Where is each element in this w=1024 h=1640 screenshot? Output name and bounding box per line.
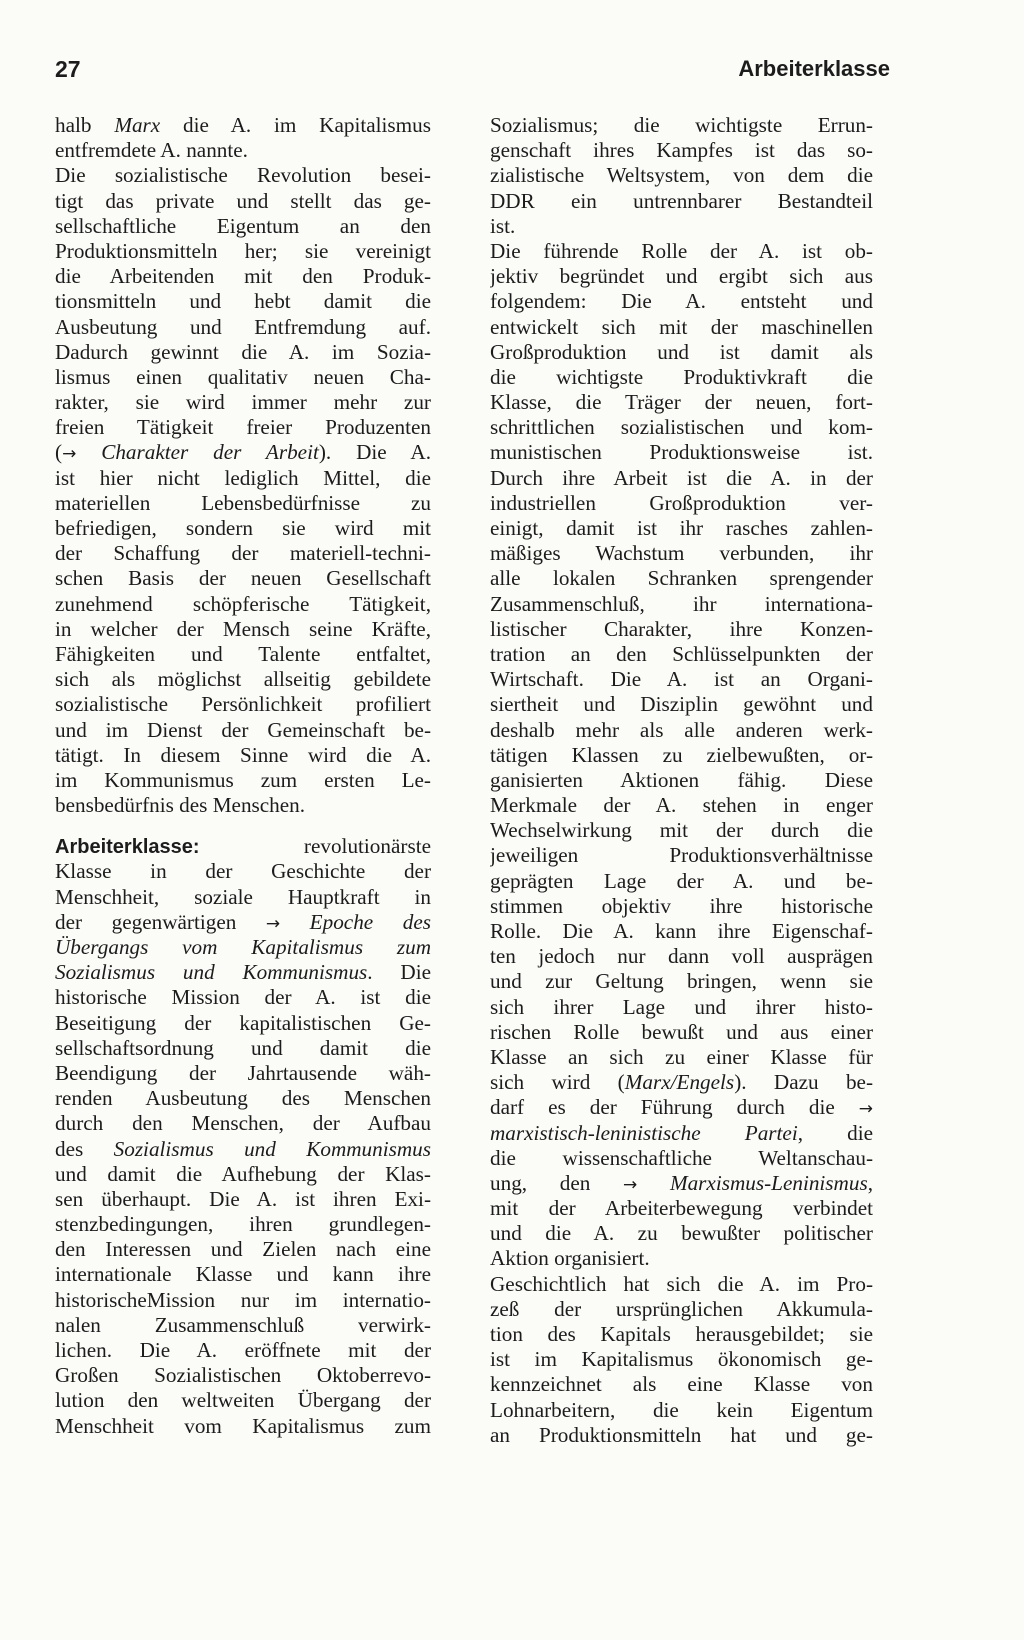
text-run: sen überhaupt. Die A. ist ihren Exi- xyxy=(55,1186,431,1211)
text-run: und damit die Aufhebung der Klas- xyxy=(55,1161,431,1186)
cross-reference-arrow-icon: → xyxy=(265,913,281,934)
text-line xyxy=(490,1372,873,1397)
text-line xyxy=(55,340,431,365)
text-line xyxy=(490,365,873,390)
text-line xyxy=(490,491,873,516)
text-run: genschaft ihres Kampfes ist das so- xyxy=(490,138,873,163)
text-run: Aktion organisiert. xyxy=(490,1246,650,1271)
text-run: ). Die A. xyxy=(318,440,431,465)
text-run: der Schaffung der materiell-techni- xyxy=(55,541,431,566)
text-run: Geschichtlich hat sich die A. im Pro- xyxy=(490,1271,873,1296)
text-line xyxy=(55,592,431,617)
text-line xyxy=(490,1347,873,1372)
text-run: tration an den Schlüsselpunkten der xyxy=(490,641,873,666)
text-line xyxy=(490,566,873,591)
text-run: Wirtschaft. Die A. ist an Organi- xyxy=(490,667,873,692)
text-line xyxy=(490,189,873,214)
text-line xyxy=(55,1363,431,1388)
text-run: sich ihrer Lage und ihrer histo- xyxy=(490,994,873,1019)
text-line xyxy=(55,859,431,884)
italic-reference: Marx/Engels xyxy=(624,1070,735,1095)
text-run: ist hier nicht lediglich Mittel, die xyxy=(55,465,431,490)
text-run: die A. im Kapitalismus xyxy=(160,113,431,137)
text-run: ten jedoch nur dann voll ausprägen xyxy=(490,944,873,969)
text-line xyxy=(490,718,873,743)
text-run: sellschaftliche Eigentum an den xyxy=(55,213,431,238)
text-run: deshalb mehr als alle anderen werk- xyxy=(490,717,873,742)
text-line xyxy=(55,1313,431,1338)
text-line xyxy=(490,466,873,491)
entry-heading: Arbeiterklasse: xyxy=(55,836,200,859)
text-line xyxy=(490,239,873,264)
text-line xyxy=(490,138,873,163)
text-run: . Die xyxy=(367,960,431,985)
paragraph-gap xyxy=(55,818,431,834)
text-run: Menschheit vom Kapitalismus zum xyxy=(55,1413,431,1438)
text-line xyxy=(55,667,431,692)
text-run: befriedigen, sondern sie wird mit xyxy=(55,516,431,540)
text-line xyxy=(55,264,431,289)
text-run: entfremdete A. nannte. xyxy=(55,138,248,163)
text-line xyxy=(490,1246,873,1271)
text-line xyxy=(490,793,873,818)
text-run: Klasse in der Geschichte der xyxy=(55,859,431,884)
text-line xyxy=(490,617,873,642)
text-line xyxy=(55,960,431,985)
text-run: sellschaftsordnung und damit die xyxy=(55,1035,431,1060)
text-line xyxy=(55,491,431,516)
text-line xyxy=(55,1212,431,1237)
text-line xyxy=(55,1111,431,1136)
text-run: sich als möglichst allseitig gebildete xyxy=(55,667,431,692)
text-run: historischeMission nur im internatio- xyxy=(55,1287,431,1312)
cross-reference-arrow-icon: → xyxy=(858,1099,873,1120)
cross-reference-arrow-icon: → xyxy=(623,1174,638,1195)
text-line xyxy=(55,793,431,818)
text-run: tätigt. In diesem Sinne wird die A. xyxy=(55,742,431,767)
text-run: Ausbeutung und Entfremdung auf. xyxy=(55,314,431,339)
text-run: an Produktionsmitteln hat und ge- xyxy=(490,1422,873,1447)
text-run: Großproduktion und ist damit als xyxy=(490,339,873,364)
text-line xyxy=(55,440,431,465)
left-column xyxy=(55,113,431,1439)
text-run: bensbedürfnis des Menschen. xyxy=(55,793,306,818)
page-number: 27 xyxy=(55,56,81,82)
text-line xyxy=(490,289,873,314)
text-run: tigt das private und stellt das ge- xyxy=(55,188,431,213)
text-line xyxy=(55,239,431,264)
text-run: Dadurch gewinnt die A. im Sozia- xyxy=(55,339,431,364)
text-line xyxy=(55,1187,431,1212)
text-run: Merkmale der A. stehen in enger xyxy=(490,793,873,818)
text-line xyxy=(490,1398,873,1423)
text-run: des xyxy=(55,1136,114,1161)
text-run: freien Tätigkeit freier Produzenten xyxy=(55,415,431,440)
text-run: rischen Rolle bewußt und aus einer xyxy=(490,1019,873,1044)
text-run: schen Basis der neuen Gesellschaft xyxy=(55,566,431,591)
text-line xyxy=(490,1221,873,1246)
text-line xyxy=(55,1414,431,1439)
text-run: lution den weltweiten Übergang der xyxy=(55,1388,431,1413)
italic-reference: Epoche des xyxy=(280,909,431,934)
text-run: ganisierten Aktionen fähig. Diese xyxy=(490,767,873,792)
text-line xyxy=(55,617,431,642)
text-line xyxy=(490,440,873,465)
text-run: listischer Charakter, ihre Konzen- xyxy=(490,616,873,641)
text-run: die Arbeitenden mit den Produk- xyxy=(55,264,431,289)
text-run: entwickelt sich mit der maschinellen xyxy=(490,314,873,339)
text-line xyxy=(490,214,873,239)
text-line xyxy=(490,1171,873,1196)
text-line xyxy=(55,1388,431,1413)
text-line xyxy=(55,390,431,415)
text-line xyxy=(490,667,873,692)
text-line xyxy=(55,1162,431,1187)
text-run: mäßiges Wachstum verbunden, ihr xyxy=(490,541,873,566)
text-run: die wichtigste Produktivkraft die xyxy=(490,364,873,389)
text-line xyxy=(490,818,873,843)
text-run: mit der Arbeiterbewegung verbindet xyxy=(490,1196,873,1221)
text-line xyxy=(490,1045,873,1070)
text-run: im Kommunismus zum ersten Le- xyxy=(55,767,431,792)
text-line xyxy=(490,592,873,617)
text-run: tätigen Klassen zu zielbewußten, or- xyxy=(490,742,873,767)
text-run: Menschheit, soziale Hauptkraft in xyxy=(55,884,431,909)
text-line xyxy=(490,1095,873,1120)
text-line xyxy=(55,768,431,793)
text-run: Großen Sozialistischen Oktoberrevo- xyxy=(55,1363,431,1388)
text-run: Wechselwirkung mit der durch die xyxy=(490,818,873,843)
text-line xyxy=(55,1061,431,1086)
text-run: und die A. zu bewußter politischer xyxy=(490,1221,873,1246)
text-run: Die sozialistische Revolution besei- xyxy=(55,163,431,188)
text-line xyxy=(490,1196,873,1221)
text-line xyxy=(55,935,431,960)
text-run: Die führende Rolle der A. ist ob- xyxy=(490,238,873,263)
text-line xyxy=(490,390,873,415)
text-run: alle lokalen Schranken sprengender xyxy=(490,566,873,591)
text-line xyxy=(490,1272,873,1297)
text-line xyxy=(490,1297,873,1322)
cross-reference-arrow-icon: → xyxy=(62,444,77,465)
italic-reference: Marxismus-Leninismus xyxy=(637,1170,868,1195)
text-run: renden Ausbeutung des Menschen xyxy=(55,1086,431,1111)
text-run: Beseitigung der kapitalistischen Ge- xyxy=(55,1010,431,1035)
page-header xyxy=(55,56,890,90)
text-run: Sozialismus; die wichtigste Errun- xyxy=(490,113,873,137)
text-run: durch den Menschen, der Aufbau xyxy=(55,1111,431,1136)
text-line xyxy=(55,163,431,188)
text-line xyxy=(490,894,873,919)
italic-reference: Sozialismus und Kommunismus xyxy=(113,1136,431,1161)
text-run: siertheit und Disziplin gewöhnt und xyxy=(490,692,873,717)
text-run: DDR ein untrennbarer Bestandteil xyxy=(490,188,873,213)
text-run: nalen Zusammenschluß verwirk- xyxy=(55,1312,431,1337)
text-run: internationale Klasse und kann ihre xyxy=(55,1262,431,1287)
text-line xyxy=(55,834,431,859)
text-run: folgendem: Die A. entsteht und xyxy=(490,289,873,314)
text-line xyxy=(490,1070,873,1095)
text-line xyxy=(490,113,873,138)
text-line xyxy=(490,768,873,793)
text-line xyxy=(55,642,431,667)
text-line xyxy=(55,1262,431,1287)
text-line xyxy=(490,869,873,894)
text-line xyxy=(490,541,873,566)
text-line xyxy=(55,214,431,239)
text-run: ). Dazu be- xyxy=(734,1070,873,1095)
text-line xyxy=(55,566,431,591)
text-run: ung, den xyxy=(490,1170,624,1195)
italic-reference: Sozialismus und Kommunismus xyxy=(55,960,368,985)
text-run: jektiv begründet und ergibt sich aus xyxy=(490,264,873,289)
text-run: sozialistische Persönlichkeit profiliert xyxy=(55,692,431,717)
text-run: und zur Geltung bringen, wenn sie xyxy=(490,969,873,994)
text-run: , die xyxy=(797,1120,873,1145)
text-run: Klasse an sich zu einer Klasse für xyxy=(490,1044,873,1069)
text-line xyxy=(490,642,873,667)
text-run: kennzeichnet als eine Klasse von xyxy=(490,1372,873,1397)
text-run: revolutionärste xyxy=(199,834,431,859)
text-line xyxy=(55,910,431,935)
text-run: und im Dienst der Gemeinschaft be- xyxy=(55,717,431,742)
text-run: munistischen Produktionsweise ist. xyxy=(490,440,873,465)
text-line xyxy=(55,1338,431,1363)
text-line xyxy=(55,466,431,491)
text-run: sich wird ( xyxy=(490,1070,625,1095)
text-line xyxy=(55,138,431,163)
text-line xyxy=(490,944,873,969)
text-run: zunehmend schöpferische Tätigkeit, xyxy=(55,591,431,616)
text-line xyxy=(55,1137,431,1162)
text-line xyxy=(490,264,873,289)
text-line xyxy=(55,692,431,717)
text-run: Durch ihre Arbeit ist die A. in der xyxy=(490,465,873,490)
text-run: Fähigkeiten und Talente entfaltet, xyxy=(55,641,431,666)
text-run: ist. xyxy=(490,213,516,238)
text-line xyxy=(55,1011,431,1036)
text-run: Lohnarbeitern, die kein Eigentum xyxy=(490,1397,873,1422)
text-line xyxy=(55,885,431,910)
text-run: einigt, damit ist ihr rasches zahlen- xyxy=(490,516,873,540)
text-run: den Interessen und Zielen nach eine xyxy=(55,1237,431,1262)
text-line xyxy=(55,189,431,214)
text-run: industriellen Großproduktion ver- xyxy=(490,490,873,515)
text-line xyxy=(55,743,431,768)
text-run: , xyxy=(867,1170,873,1195)
text-run: schrittlichen sozialistischen und kom- xyxy=(490,415,873,440)
text-line xyxy=(55,113,431,138)
text-run: zialistische Weltsystem, von dem die xyxy=(490,163,873,188)
text-line xyxy=(490,516,873,541)
text-line xyxy=(55,1036,431,1061)
text-run: stenzbedingungen, ihren grundlegen- xyxy=(55,1212,431,1237)
text-run: Rolle. Die A. kann ihre Eigenschaf- xyxy=(490,919,873,943)
text-run: ( xyxy=(55,440,63,465)
text-run: tion des Kapitals herausgebildet; sie xyxy=(490,1322,873,1346)
text-run: Zusammenschluß, ihr internationa- xyxy=(490,591,873,616)
right-column xyxy=(490,113,873,1448)
text-line xyxy=(55,541,431,566)
text-run: lismus einen qualitativ neuen Cha- xyxy=(55,364,431,389)
text-line xyxy=(490,743,873,768)
text-line xyxy=(490,692,873,717)
text-line xyxy=(55,1237,431,1262)
text-run: rakter, sie wird immer mehr zur xyxy=(55,390,431,415)
text-run: darf es der Führung durch die xyxy=(490,1095,859,1120)
italic-reference: marxistisch-leninistische Partei xyxy=(490,1120,798,1145)
text-line xyxy=(490,919,873,944)
text-run: ist im Kapitalismus ökonomisch ge- xyxy=(490,1347,873,1372)
text-run: tionsmitteln und hebt damit die xyxy=(55,289,431,314)
text-run: historische Mission der A. ist die xyxy=(55,985,431,1010)
text-line xyxy=(490,415,873,440)
text-line xyxy=(55,985,431,1010)
text-run: die wissenschaftliche Weltanschau- xyxy=(490,1145,873,1170)
text-run: jeweiligen Produktionsverhältnisse xyxy=(490,843,873,868)
text-run: stimmen objektiv ihre historische xyxy=(490,893,873,918)
text-line xyxy=(490,315,873,340)
text-run: der gegenwärtigen xyxy=(55,909,266,934)
text-line xyxy=(490,163,873,188)
text-run: Klasse, die Träger der neuen, fort- xyxy=(490,390,873,415)
text-line xyxy=(490,1020,873,1045)
text-line xyxy=(490,969,873,994)
text-line xyxy=(490,1322,873,1347)
running-head: Arbeiterklasse xyxy=(738,56,890,81)
text-line xyxy=(55,415,431,440)
text-line xyxy=(55,1288,431,1313)
text-run: materiellen Lebensbedürfnisse zu xyxy=(55,490,431,515)
text-run: lichen. Die A. eröffnete mit der xyxy=(55,1338,431,1362)
text-run: geprägten Lage der A. und be- xyxy=(490,868,873,893)
text-run: Beendigung der Jahrtausende wäh- xyxy=(55,1060,431,1085)
text-run: zeß der ursprünglichen Akkumula- xyxy=(490,1296,873,1321)
text-run: halb xyxy=(55,113,115,137)
italic-reference: Marx xyxy=(114,113,161,137)
text-run: in welcher der Mensch seine Kräfte, xyxy=(55,616,431,641)
text-line xyxy=(55,516,431,541)
text-line xyxy=(490,1423,873,1448)
text-line xyxy=(490,843,873,868)
italic-reference: Charakter der Arbeit xyxy=(76,440,319,465)
text-line xyxy=(490,1121,873,1146)
text-line xyxy=(55,315,431,340)
text-line xyxy=(490,340,873,365)
text-run: Produktionsmitteln her; sie vereinigt xyxy=(55,238,431,263)
text-line xyxy=(490,1146,873,1171)
text-line xyxy=(55,718,431,743)
text-line xyxy=(55,289,431,314)
text-line xyxy=(55,365,431,390)
text-line xyxy=(490,995,873,1020)
italic-reference: Übergangs vom Kapitalismus zum xyxy=(55,935,431,959)
text-line xyxy=(55,1086,431,1111)
